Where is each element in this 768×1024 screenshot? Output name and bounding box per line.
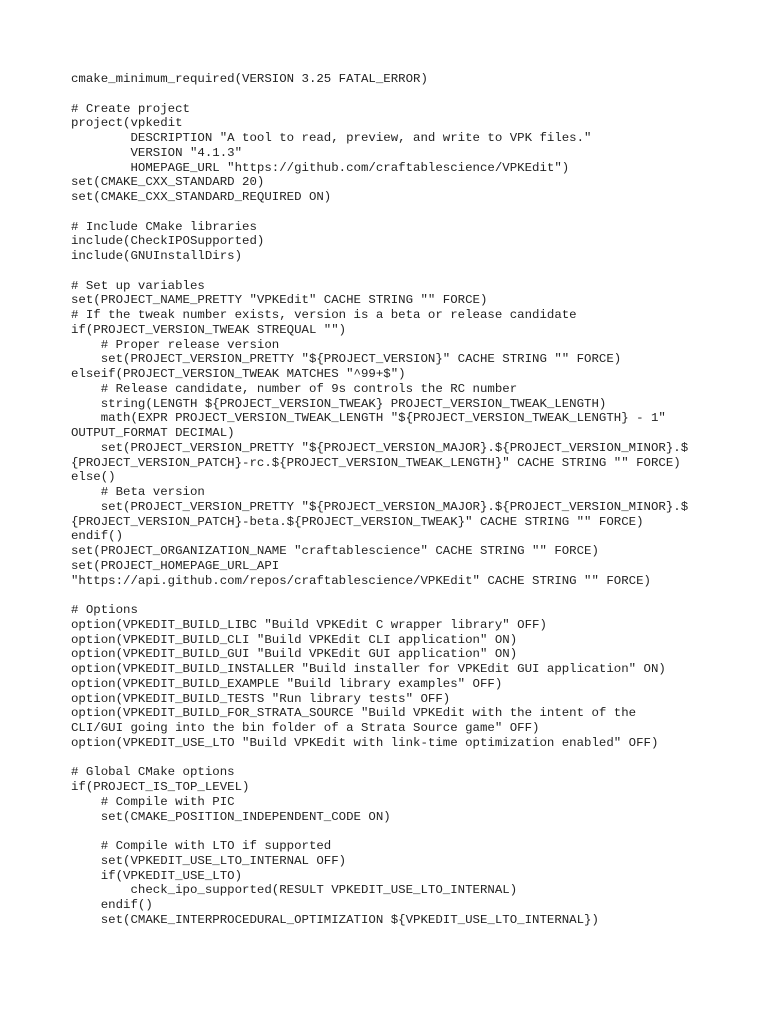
code-line: set(VPKEDIT_USE_LTO_INTERNAL OFF)	[71, 853, 347, 868]
code-line: # Compile with LTO if supported	[71, 839, 332, 853]
code-line: set(PROJECT_NAME_PRETTY "VPKEdit" CACHE STRING "" FORCE)	[71, 293, 488, 308]
code-line: "https://api.github.com/repos/craftablescience/VPKEdit" CACHE STRING "" FORCE)	[71, 573, 651, 588]
code-line: endif()	[71, 898, 153, 912]
code-block	[71, 72, 751, 928]
code-line	[71, 751, 751, 766]
code-line: # Create project	[71, 101, 190, 116]
code-line: if(PROJECT_VERSION_TWEAK STREQUAL "")	[71, 322, 347, 337]
code-line: # Beta version	[71, 485, 205, 499]
code-line: option(VPKEDIT_BUILD_LIBC "Build VPKEdit C wrapper library" OFF)	[71, 617, 547, 632]
code-line: {PROJECT_VERSION_PATCH}-rc.${PROJECT_VERSION_TWEAK_LENGTH}" CACHE STRING "" FORCE)	[71, 455, 681, 470]
code-line: check_ipo_supported(RESULT VPKEDIT_USE_LTO_INTERNAL)	[71, 883, 518, 898]
code-line: cmake_minimum_required(VERSION 3.25 FATAL_ERROR)	[71, 72, 428, 86]
code-line: VERSION "4.1.3"	[71, 145, 243, 160]
code-line: elseif(PROJECT_VERSION_TWEAK MATCHES "^99+$")	[71, 367, 406, 381]
code-line: if(PROJECT_IS_TOP_LEVEL)	[71, 780, 250, 794]
code-line: # Options	[71, 603, 138, 617]
code-line: set(PROJECT_HOMEPAGE_URL_API	[71, 558, 280, 573]
code-line: # Compile with PIC	[71, 794, 235, 809]
code-line: set(CMAKE_CXX_STANDARD 20)	[71, 175, 265, 190]
code-line: # Release candidate, number of 9s controls the RC number	[71, 381, 518, 396]
code-line: CLI/GUI going into the bin folder of a Strata Source game" OFF)	[71, 721, 540, 735]
code-line: include(GNUInstallDirs)	[71, 249, 243, 263]
code-line: math(EXPR PROJECT_VERSION_TWEAK_LENGTH "${PROJECT_VERSION_TWEAK_LENGTH} - 1"	[71, 411, 666, 426]
code-line: endif()	[71, 529, 124, 544]
code-line: option(VPKEDIT_BUILD_EXAMPLE "Build library examples" OFF)	[71, 676, 503, 691]
code-line: set(CMAKE_INTERPROCEDURAL_OPTIMIZATION ${VPKEDIT_USE_LTO_INTERNAL})	[71, 912, 599, 927]
code-line: set(PROJECT_VERSION_PRETTY "${PROJECT_VERSION_MAJOR}.${PROJECT_VERSION_MINOR}.$	[71, 499, 689, 514]
code-line: option(VPKEDIT_BUILD_FOR_STRATA_SOURCE "Build VPKEdit with the intent of the	[71, 706, 637, 721]
code-line: # If the tweak number exists, version is a beta or release candidate	[71, 308, 577, 322]
code-line: set(PROJECT_ORGANIZATION_NAME "craftablescience" CACHE STRING "" FORCE)	[71, 544, 599, 558]
code-line: option(VPKEDIT_USE_LTO "Build VPKEdit with link-time optimization enabled" OFF)	[71, 735, 659, 750]
code-line	[71, 205, 751, 220]
code-line: option(VPKEDIT_BUILD_CLI "Build VPKEdit CLI application" ON)	[71, 632, 518, 647]
code-line	[71, 87, 751, 102]
code-line: HOMEPAGE_URL "https://github.com/craftablescience/VPKEdit")	[71, 160, 570, 175]
code-line: # Proper release version	[71, 337, 280, 352]
code-line	[71, 264, 751, 279]
code-line: DESCRIPTION "A tool to read, preview, and write to VPK files."	[71, 131, 592, 145]
code-line: option(VPKEDIT_BUILD_GUI "Build VPKEdit GUI application" ON)	[71, 647, 518, 662]
code-line: set(CMAKE_CXX_STANDARD_REQUIRED ON)	[71, 190, 332, 204]
code-line: {PROJECT_VERSION_PATCH}-beta.${PROJECT_VERSION_TWEAK}" CACHE STRING "" FORCE)	[71, 514, 644, 529]
document-page	[71, 72, 751, 928]
code-line: include(CheckIPOSupported)	[71, 234, 265, 249]
code-line: option(VPKEDIT_BUILD_INSTALLER "Build installer for VPKEdit GUI application" ON)	[71, 662, 666, 676]
code-line: OUTPUT_FORMAT DECIMAL)	[71, 426, 235, 440]
code-line: # Global CMake options	[71, 765, 235, 780]
code-line: else()	[71, 470, 116, 485]
code-line: string(LENGTH ${PROJECT_VERSION_TWEAK} PROJECT_VERSION_TWEAK_LENGTH)	[71, 396, 607, 411]
code-line	[71, 588, 751, 603]
code-line: set(PROJECT_VERSION_PRETTY "${PROJECT_VERSION}" CACHE STRING "" FORCE)	[71, 352, 622, 367]
code-line: if(VPKEDIT_USE_LTO)	[71, 868, 243, 883]
code-line: # Include CMake libraries	[71, 219, 257, 234]
code-line: # Set up variables	[71, 278, 205, 293]
code-line: option(VPKEDIT_BUILD_TESTS "Run library tests" OFF)	[71, 691, 451, 706]
code-line: set(PROJECT_VERSION_PRETTY "${PROJECT_VERSION_MAJOR}.${PROJECT_VERSION_MINOR}.$	[71, 440, 689, 455]
code-line	[71, 824, 751, 839]
code-line: project(vpkedit	[71, 116, 183, 131]
code-line: set(CMAKE_POSITION_INDEPENDENT_CODE ON)	[71, 809, 391, 824]
